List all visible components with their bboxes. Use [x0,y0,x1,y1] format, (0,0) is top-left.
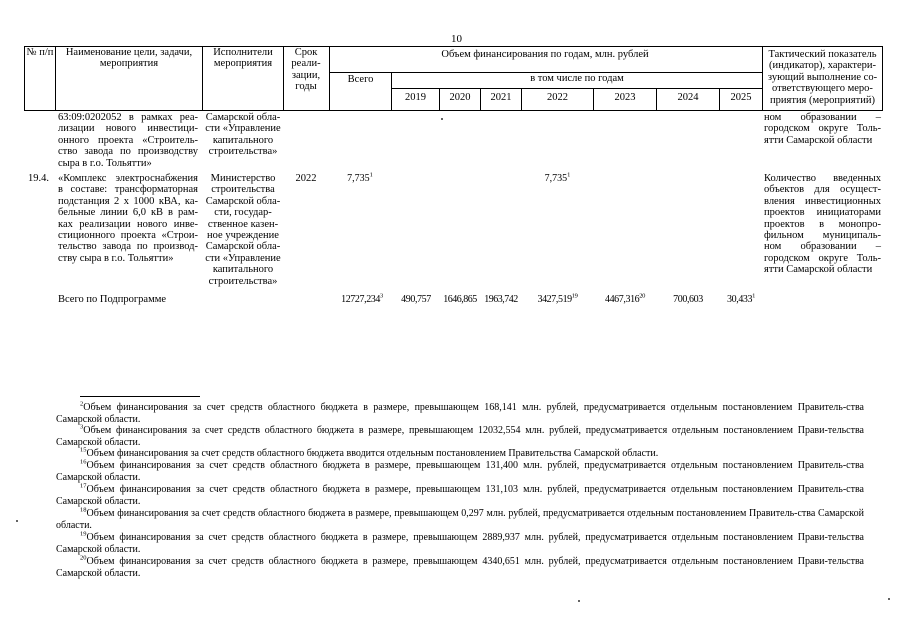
col-border [202,46,203,111]
row-19-4-name: «Комплекс электроснабжения в составе: трансформаторная подстанция 2 х 1000 кВА, ка-бельные линии 6,0 кВ в рам-ках реализации нового инве-стиционного проекта «Строи-тельство завода по производ-ству сыра в г.о. Тольятти» [58,173,198,264]
header-by-years: в том числе по годам [530,73,624,84]
header-indicator: Тактический показатель (индикатор), характери-зующий выполнение со-ответствующего меро-приятия (мероприятий) [767,49,878,106]
total-row-label: Всего по Подпрограмме [58,294,167,305]
header-num: № п/п [26,47,54,58]
header-funding: Объем финансирования по годам, млн. рублей [441,49,649,60]
header-term: Срок реали-зации, годы [291,47,321,93]
header-name: Наименование цели, задачи, мероприятия [65,47,193,70]
footnote-separator [80,396,200,397]
continued-row-executors: Самарской обла-сти «Управление капитального строительства» [205,112,281,158]
continued-row-name: 63:09:0202052 в рамках реа-лизации нового инвестици-онного проекта «Строитель-ство завода по производству сыра в г.о. Тольятти» [58,112,198,169]
total-row-2022: 3427,519$^{19}$ [537,292,578,305]
footnote: $^{17}$Объем финансирования за счет средств областного бюджета в размере, превышающем 131,103 млн. рублей, предусматривается отдельным постановлением Правитель-ства Самарской области. [56,482,864,507]
footnote: $^2$Объем финансирования за счет средств областного бюджета в размере, превышающем 168,141 млн. рублей, предусматривается отдельным постановлением Правитель-ства Самарской области. [56,400,864,425]
header-year-2023: 2023 [614,92,636,103]
header-year-2019: 2019 [405,92,426,103]
header-year-2022: 2022 [547,92,568,103]
header-year-2024: 2024 [677,92,699,103]
scan-speck [441,118,443,120]
page-number: 10 [451,33,462,45]
footnote: $^{16}$Объем финансирования за счет средств областного бюджета в размере, превышающем 131,400 млн. рублей, предусматривается отдельным постановлением Правитель-ства Самарской области. [56,458,864,483]
footnote: $^{15}$Объем финансирования за счет средств областного бюджета вводится отдельным постановлением Правительства Самарской области. [80,446,659,459]
row-19-4-total: 7,735$^1$ [347,171,373,184]
row-19-4-executors: Министерство строительства Самарской обла-сти, государ-ственное казен-ное учреждение Самарской обла-сти «Управление капитального строительства» [205,173,281,287]
scan-speck [578,600,580,602]
footnote: $^{19}$Объем финансирования за счет средств областного бюджета в размере, превышающем 2889,937 млн. рублей, предусматривается отдельным постановлением Прави-тельства Самарской области. [56,530,864,555]
row-19-4-2022: 7,735$^1$ [544,171,571,184]
footnote: $^{20}$Объем финансирования за счет средств областного бюджета в размере, превышающем 4340,651 млн. рублей, предусматривается отдельным постановлением Прави-тельства Самарской области. [56,554,864,579]
total-row-2019: 490,757 [401,294,431,305]
header-executors: Исполнители мероприятия [213,47,273,70]
header-year-2021: 2021 [490,92,512,103]
continued-row-indicator: ном образовании – городском округе Толь-ятти Самарской области [764,112,881,146]
header-years-divider [391,88,762,89]
col-border [762,46,763,111]
header-year-2020: 2020 [449,92,471,103]
row-19-4-indicator: Количество введенных объектов для осущест-вления инвестиционных проектов инициаторами проектов в монопро-фильном муниципаль-ном образовании – городском округе Толь-ятти Самарской области [764,173,881,276]
total-row-2025: 30,433$^1$ [727,292,755,305]
scan-speck [16,520,18,522]
header-year-2025: 2025 [730,92,752,103]
total-row-2020: 1646,865 [443,294,477,305]
total-row-2024: 700,603 [673,294,703,305]
footnote: $^3$Объем финансирования за счет средств областного бюджета в размере, превышающем 12032,554 млн. рублей, предусматривается отдельным постановлением Прави-тельства Самарской области. [56,423,864,448]
row-19-4-num: 19.4. [28,173,49,184]
header-bottom-border [24,110,882,111]
total-row-2021: 1963,742 [484,294,518,305]
col-border [882,46,883,111]
total-row-total: 12727,234$^3$ [341,292,383,305]
scan-speck [888,598,890,600]
row-19-4-term: 2022 [295,173,317,184]
total-row-2023: 4467,316$^{20}$ [604,292,645,305]
header-total: Всего [347,74,374,85]
footnote: $^{18}$Объем финансирования за счет средств областного бюджета в размере, превышающем 0,297 млн. рублей, предусматривается отдельным постановлением Правитель-ства Самарской области. [56,506,864,531]
col-border [55,46,56,111]
